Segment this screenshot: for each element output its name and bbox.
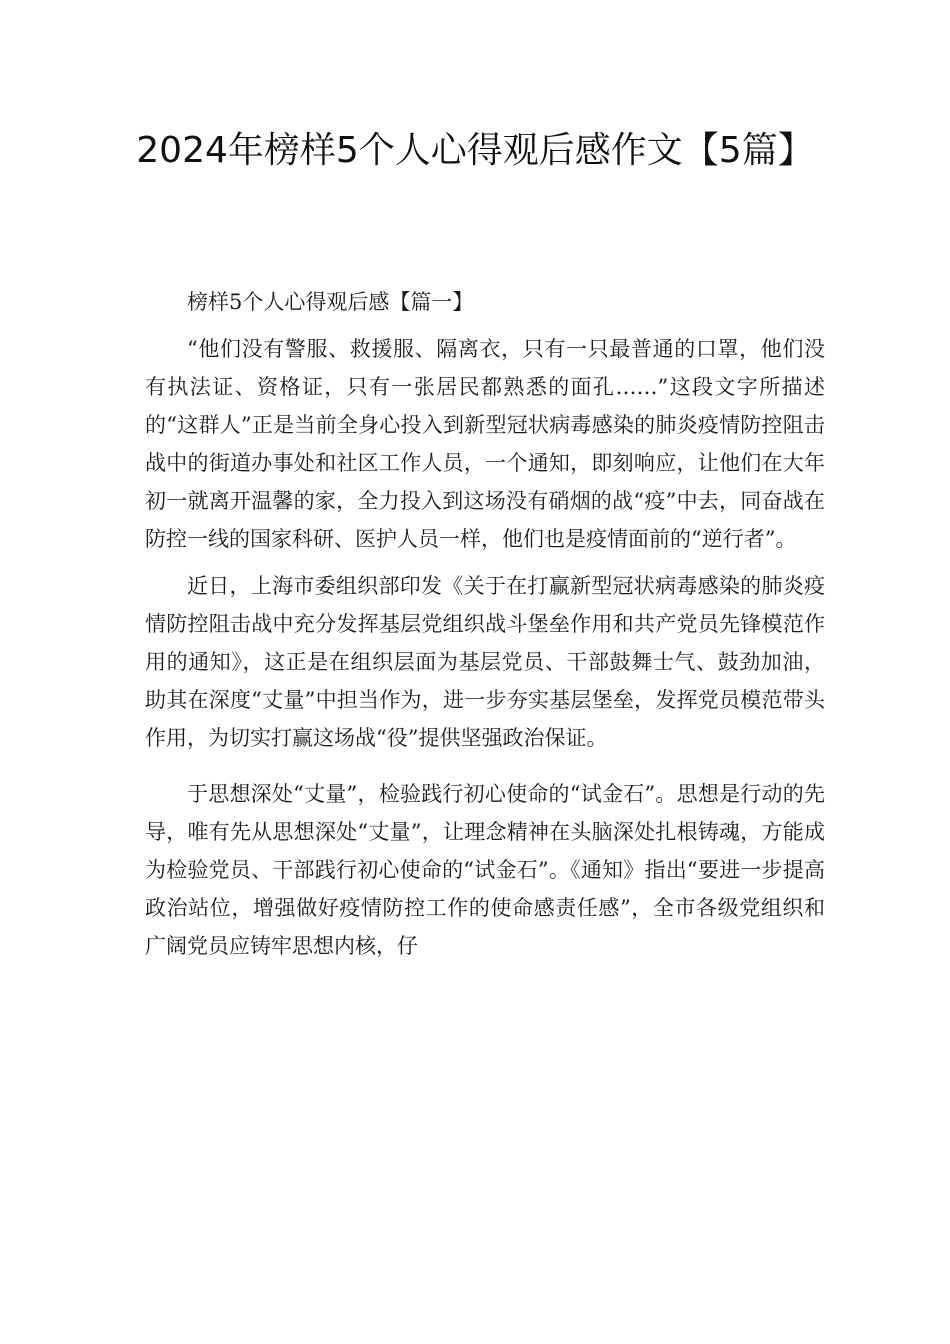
paragraph-3: 于思想深处“丈量”，检验践行初心使命的“试金石”。思想是行动的先导，唯有先从思想深处“丈量”，让理念精神在头脑深处扎根铸魂，方能成为检验党员、干部践行初心使命的“试金石”。《通知》指出“要进一步提高政治站位，增强做好疫情防控工作的使命感责任感”，全市各级党组织和广阔党员应铸牢思想内核，仔 [145,782,825,958]
document-title: 2024年榜样5个人心得观后感作文【5篇】 [136,130,814,171]
section-heading: 榜样5个人心得观后感【篇一】 [187,290,474,314]
document-body [145,283,825,983]
paragraph-1: “他们没有警服、救援服、隔离衣，只有一只最普通的口罩，他们没有执法证、资格证，只有一张居民都熟悉的面孔……”这段文字所描述的“这群人”正是当前全身心投入到新型冠状病毒感染的肺炎疫情防控阻击战中的街道办事处和社区工作人员，一个通知，即刻响应，让他们在大年初一就离开温馨的家，全力投入到这场没有硝烟的战“疫”中去，同奋战在防控一线的国家科研、医护人员一样，他们也是疫情面前的“逆行者”。 [145,337,825,551]
paragraph-2: 近日，上海市委组织部印发《关于在打赢新型冠状病毒感染的肺炎疫情防控阻击战中充分发挥基层党组织战斗堡垒作用和共产党员先锋模范作用的通知》，这正是在组织层面为基层党员、干部鼓舞士气、鼓劲加油，助其在深度“丈量”中担当作为，进一步夯实基层堡垒，发挥党员模范带头作用，为切实打赢这场战“役”提供坚强政治保证。 [145,574,825,750]
